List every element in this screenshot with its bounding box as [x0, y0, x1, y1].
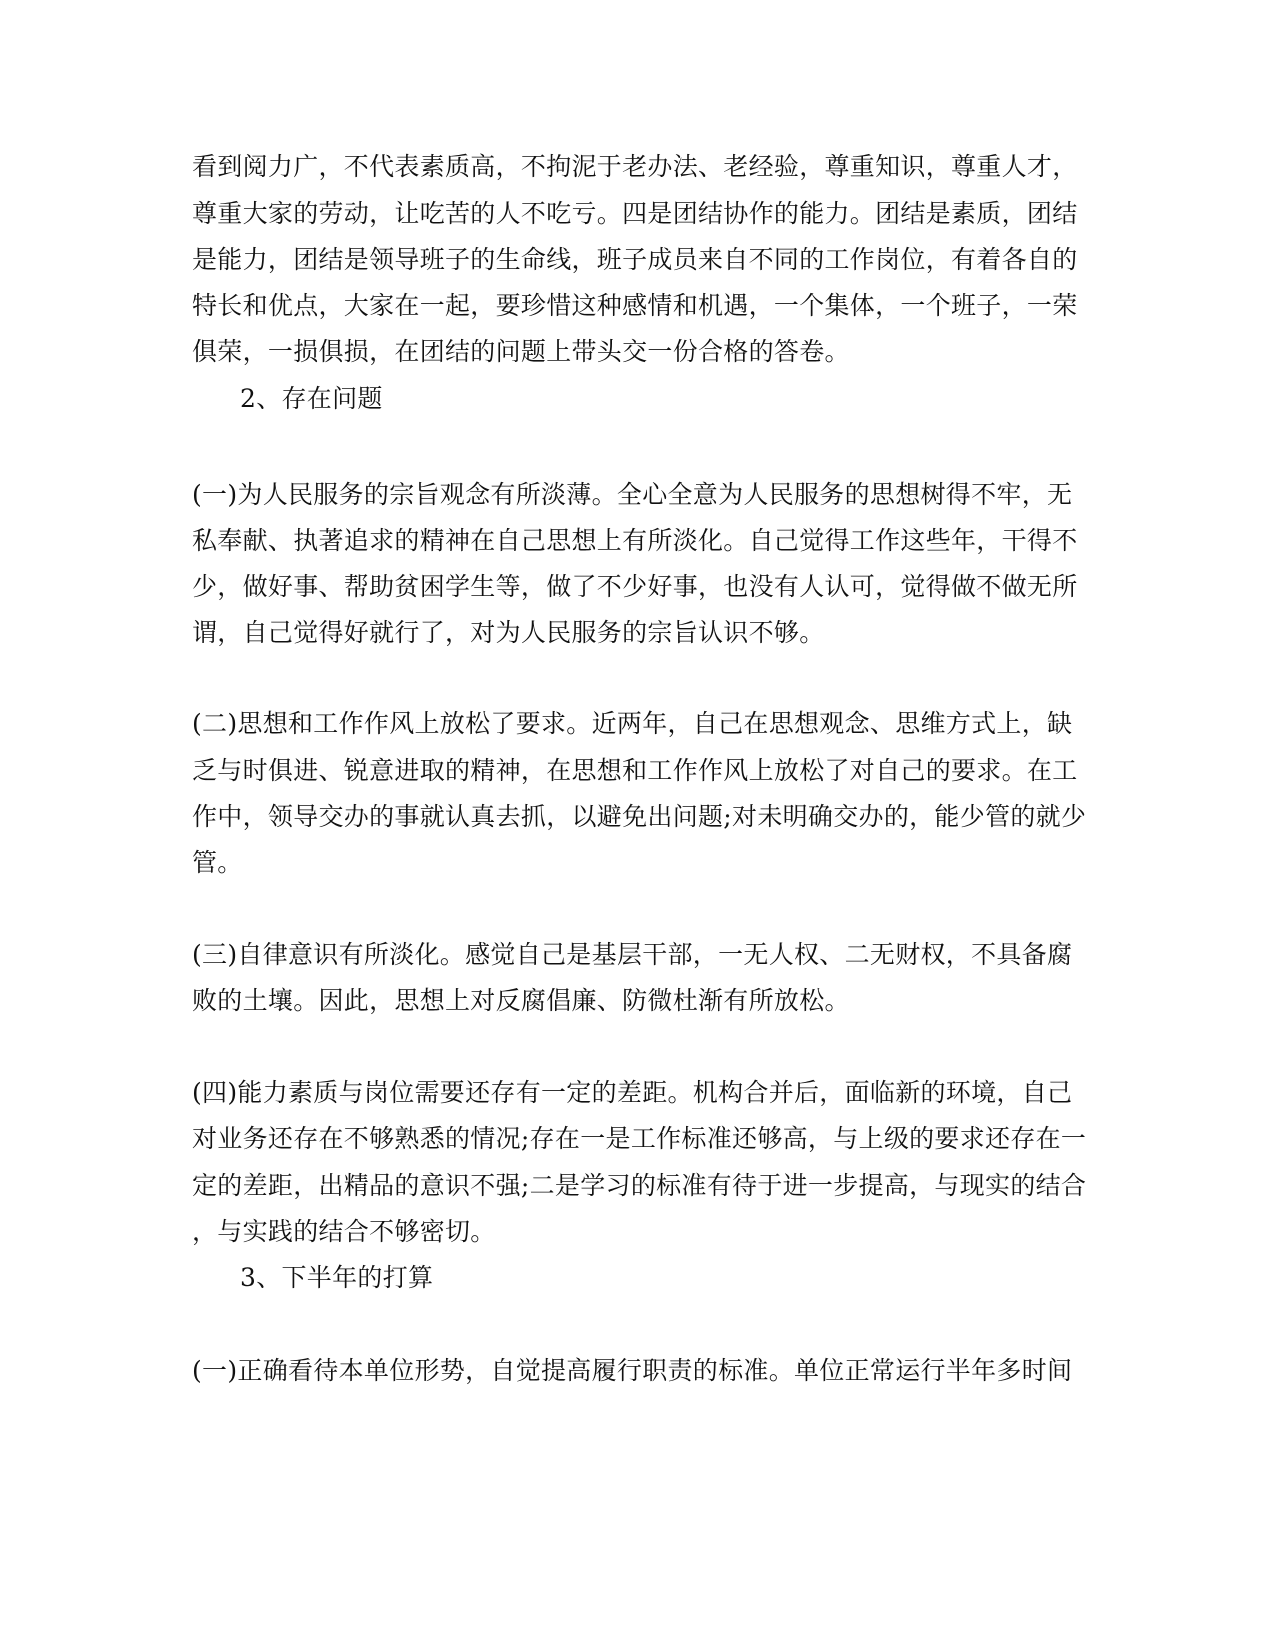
- problem-item-3-line: (三)自律意识有所淡化。感觉自己是基层干部，一无人权、二无财权，不具备腐: [192, 940, 1073, 969]
- problem-item-1-line: 谓，自己觉得好就行了，对为人民服务的宗旨认识不够。: [192, 618, 825, 647]
- intro-line: 尊重大家的劳动，让吃苦的人不吃亏。四是团结协作的能力。团结是素质，团结: [192, 199, 1078, 228]
- problem-item-2-line: 作中，领导交办的事就认真去抓，以避免出问题;对未明确交办的，能少管的就少: [192, 802, 1087, 831]
- intro-line: 看到阅力广，不代表素质高，不拘泥于老办法、老经验，尊重知识，尊重人才，: [192, 152, 1078, 181]
- problem-item-1-line: 少，做好事、帮助贫困学生等，做了不少好事，也没有人认可，觉得做不做无所: [192, 572, 1078, 601]
- intro-line: 是能力，团结是领导班子的生命线，班子成员来自不同的工作岗位，有着各自的: [192, 245, 1078, 274]
- section-heading-plans: 3、下半年的打算: [240, 1263, 434, 1292]
- intro-line: 俱荣，一损俱损，在团结的问题上带头交一份合格的答卷。: [192, 337, 850, 366]
- problem-item-4-line: 对业务还存在不够熟悉的情况;存在一是工作标准还够高，与上级的要求还存在一: [192, 1124, 1087, 1153]
- problem-item-4-line: 定的差距，出精品的意识不强;二是学习的标准有待于进一步提高，与现实的结合: [192, 1171, 1087, 1200]
- plan-item-1-line: (一)正确看待本单位形势，自觉提高履行职责的标准。单位正常运行半年多时间: [192, 1356, 1073, 1385]
- problem-item-2-line: 乏与时俱进、锐意进取的精神，在思想和工作作风上放松了对自己的要求。在工: [192, 756, 1078, 785]
- problem-item-3-line: 败的土壤。因此，思想上对反腐倡廉、防微杜渐有所放松。: [192, 986, 850, 1015]
- problem-item-2-line: (二)思想和工作作风上放松了要求。近两年，自己在思想观念、思维方式上，缺: [192, 709, 1073, 738]
- section-heading-problems: 2、存在问题: [240, 384, 383, 413]
- problem-item-1-line: 私奉献、执著追求的精神在自己思想上有所淡化。自己觉得工作这些年，干得不: [192, 526, 1078, 555]
- problem-item-1-line: (一)为人民服务的宗旨观念有所淡薄。全心全意为人民服务的思想树得不牢，无: [192, 480, 1073, 509]
- intro-line: 特长和优点，大家在一起，要珍惜这种感情和机遇，一个集体，一个班子，一荣: [192, 291, 1078, 320]
- problem-item-2-line: 管。: [192, 848, 243, 877]
- problem-item-4-line: ，与实践的结合不够密切。: [192, 1217, 496, 1246]
- problem-item-4-line: (四)能力素质与岗位需要还存有一定的差距。机构合并后，面临新的环境，自己: [192, 1078, 1073, 1107]
